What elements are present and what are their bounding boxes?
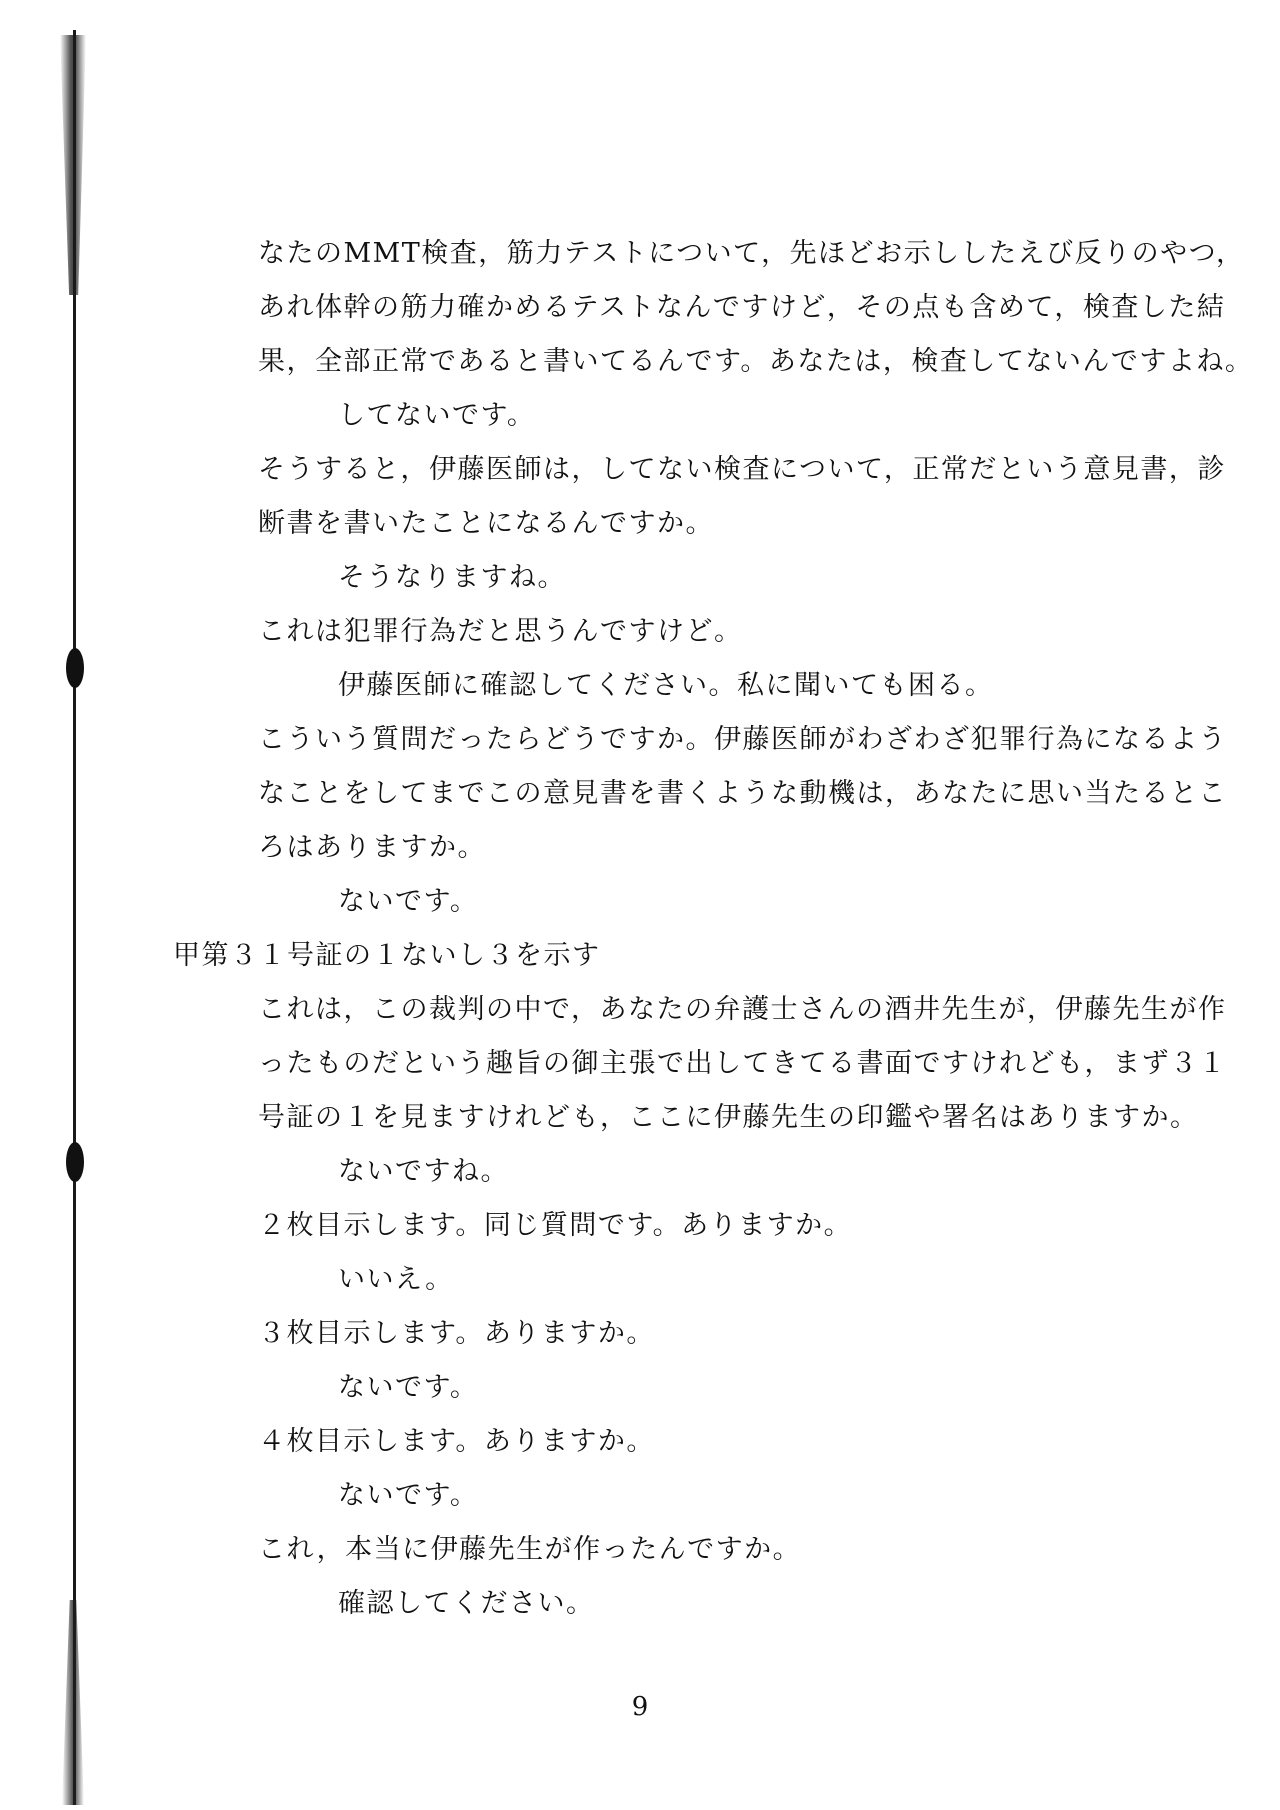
answer-line: 伊藤医師に確認してください。私に聞いても困る。 bbox=[338, 670, 994, 701]
transcript-line: 果，全部正常であると書いてるんです。あなたは，検査してないんですよね。 bbox=[258, 346, 1254, 377]
answer-line: ないですね。 bbox=[338, 1156, 509, 1187]
answer-line: ないです。 bbox=[338, 1480, 479, 1511]
transcript-line: なことをしてまでこの意見書を書くような動機は，あなたに思い当たるとこ bbox=[258, 778, 1227, 809]
answer-line: ないです。 bbox=[338, 886, 479, 917]
punch-hole-lower bbox=[66, 1142, 84, 1182]
transcript-line: ３枚目示します。ありますか。 bbox=[258, 1318, 655, 1349]
transcript-line: ろはありますか。 bbox=[258, 832, 486, 863]
binding-edge-line bbox=[73, 30, 76, 1805]
punch-hole-upper bbox=[66, 648, 84, 688]
transcript-line: 号証の１を見ますけれども，ここに伊藤先生の印鑑や署名はありますか。 bbox=[258, 1102, 1199, 1133]
transcript-line: ４枚目示します。ありますか。 bbox=[258, 1426, 655, 1457]
page-number: 9 bbox=[631, 1692, 649, 1722]
transcript-line: ２枚目示します。同じ質問です。ありますか。 bbox=[258, 1210, 853, 1241]
answer-line: 確認してください。 bbox=[338, 1588, 595, 1619]
transcript-line: こういう質問だったらどうですか。伊藤医師がわざわざ犯罪行為になるよう bbox=[258, 724, 1227, 755]
transcript-line: これは犯罪行為だと思うんですけど。 bbox=[258, 616, 743, 647]
transcript-line: あれ体幹の筋力確かめるテストなんですけど，その点も含めて，検査した結 bbox=[258, 292, 1226, 323]
transcript-line: なたのMMT検査，筋力テストについて，先ほどお示ししたえび反りのやつ， bbox=[258, 238, 1245, 269]
transcript-line: 断書を書いたことになるんですか。 bbox=[258, 508, 714, 539]
answer-line: そうなりますね。 bbox=[338, 562, 566, 593]
transcript-line: これ，本当に伊藤先生が作ったんですか。 bbox=[258, 1534, 802, 1565]
transcript-line: ったものだという趣旨の御主張で出してきてる書面ですけれども，まず３１ bbox=[258, 1048, 1227, 1079]
transcript-line: そうすると，伊藤医師は，してない検査について，正常だという意見書，診 bbox=[258, 454, 1226, 485]
answer-line: ないです。 bbox=[338, 1372, 479, 1403]
answer-line: いいえ。 bbox=[338, 1264, 454, 1295]
answer-line: してないです。 bbox=[338, 400, 536, 431]
exhibit-heading: 甲第３１号証の１ないし３を示す bbox=[173, 940, 601, 971]
transcript-line: これは，この裁判の中で，あなたの弁護士さんの酒井先生が，伊藤先生が作 bbox=[258, 994, 1227, 1025]
